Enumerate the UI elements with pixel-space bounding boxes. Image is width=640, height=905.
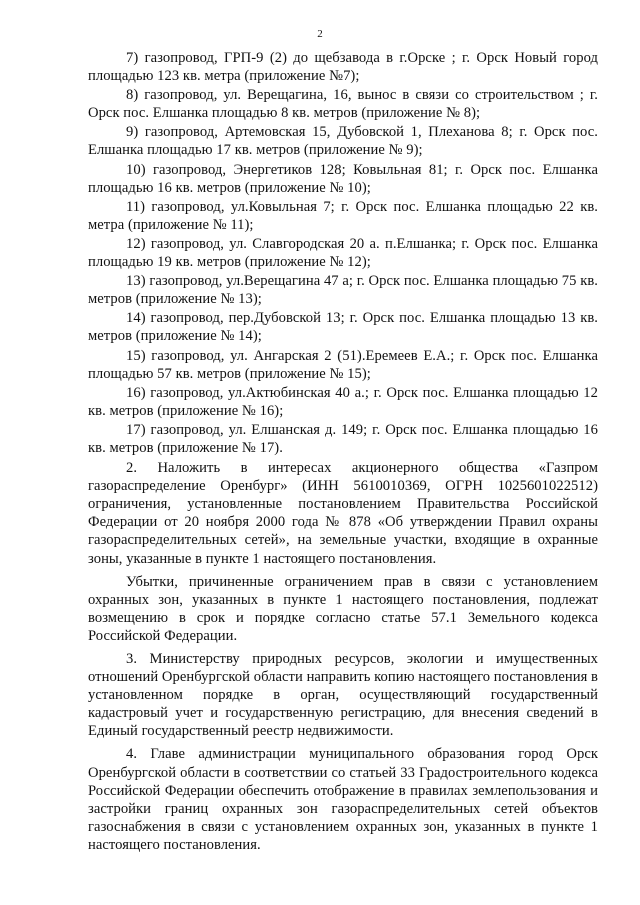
- clause-2: 2. Наложить в интересах акционерного общества «Газпром газораспределение Оренбург» (ИНН 5610010369, ОГРН 1025601022512) ограничения, установленные постановлением Правительства Российской Федерации от 20 ноября 2000 года № 878 «Об утверждении Правил охраны газораспределительных сетей», на земельные участки, входящие в охранные зоны, указанные в пункте 1 настоящего постановления.: [88, 460, 598, 567]
- page-number: 2: [317, 28, 323, 40]
- clause-3: 3. Министерству природных ресурсов, экологии и имущественных отношений Оренбургской области направить копию настоящего постановления в установленном порядке в орган, осуществляющий государственный кадастровый учет и государственную регистрацию, для внесения сведений в Единый государственный реестр недвижимости.: [88, 651, 598, 740]
- item-13: 13) газопровод, ул.Верещагина 47 а; г. Орск пос. Елшанка площадью 75 кв. метров (приложение № 13);: [88, 273, 598, 308]
- item-9: 9) газопровод, Артемовская 15, Дубовской 1, Плеханова 8; г. Орск пос. Елшанка площадью 17 кв. метров (приложение № 9);: [88, 124, 598, 159]
- item-16: 16) газопровод, ул.Актюбинская 40 а.; г. Орск пос. Елшанка площадью 12 кв. метров (приложение № 16);: [88, 384, 598, 419]
- clause-4: 4. Главе администрации муниципального образования город Орск Оренбургской области в соответствии со статьей 33 Градостроительного кодекса Российской Федерации обеспечить отображение в правилах землепользования и застройки границ охранных зон газораспределительных сетей объектов газоснабжения в связи с установлением охранных зон, указанных в пункте 1 настоящего постановления.: [88, 746, 598, 853]
- item-11: 11) газопровод, ул.Ковыльная 7; г. Орск пос. Елшанка площадью 22 кв. метра (приложение № 11);: [88, 198, 598, 233]
- item-8: 8) газопровод, ул. Верещагина, 16, вынос в связи со строительством ; г. Орск пос. Елшанка площадью 8 кв. метров (приложение № 8);: [88, 87, 598, 122]
- item-7: 7) газопровод, ГРП-9 (2) до щебзавода в г.Орске ; г. Орск Новый город площадью 123 кв. метра (приложение №7);: [88, 50, 598, 85]
- item-14: 14) газопровод, пер.Дубовской 13; г. Орск пос. Елшанка площадью 13 кв. метров (приложение № 14);: [88, 310, 598, 345]
- item-10: 10) газопровод, Энергетиков 128; Ковыльная 81; г. Орск пос. Елшанка площадью 16 кв. метров (приложение № 10);: [88, 161, 598, 196]
- clause-2-losses: Убытки, причиненные ограничением прав в связи с установлением охранных зон, указанных в пункте 1 настоящего постановления, подлежат возмещению в срок и порядке согласно статье 57.1 Земельного кодекса Российской Федерации.: [88, 573, 598, 644]
- item-15: 15) газопровод, ул. Ангарская 2 (51).Еремеев Е.А.; г. Орск пос. Елшанка площадью 57 кв. метров (приложение № 15);: [88, 347, 598, 382]
- item-17: 17) газопровод, ул. Елшанская д. 149; г. Орск пос. Елшанка площадью 16 кв. метров (приложение № 17).: [88, 421, 598, 456]
- item-12: 12) газопровод, ул. Славгородская 20 а. п.Елшанка; г. Орск пос. Елшанка площадью 19 кв. метров (приложение № 12);: [88, 235, 598, 271]
